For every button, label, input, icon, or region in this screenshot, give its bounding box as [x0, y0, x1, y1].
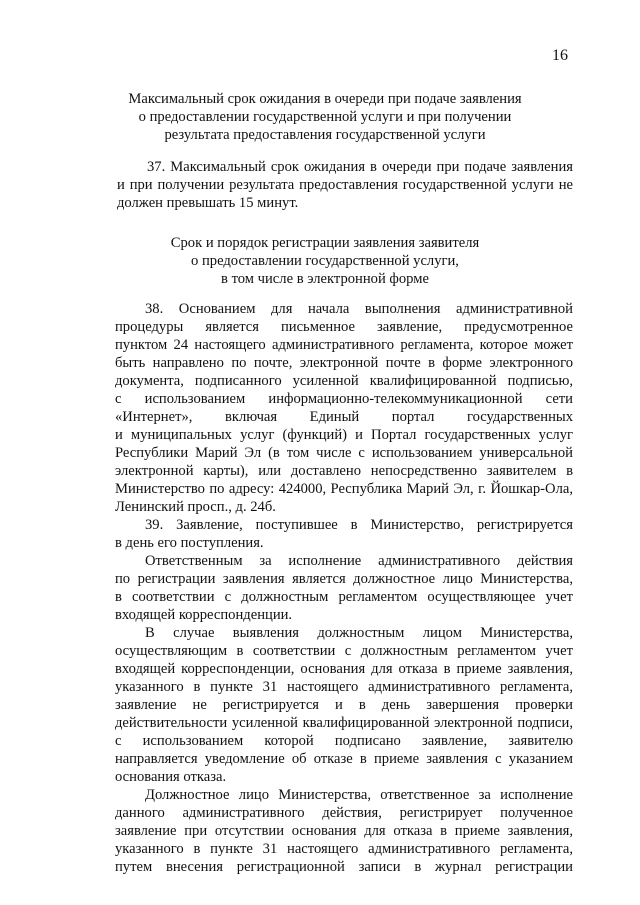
text-line: направляется уведомление об отказе в приеме заявления с указанием [115, 751, 573, 767]
text-line: электронной карты), или доставлено непосредственно заявителем в [115, 463, 573, 479]
text-line: быть направлено по почте, электронной почте в форме электронного [115, 355, 573, 371]
text-line: путем внесения регистрационной записи в журнал регистрации [115, 859, 573, 875]
paragraph-37 [117, 158, 573, 212]
paragraph-refusal-case [115, 624, 573, 786]
text-line: В случае выявления должностным лицом Министерства, [145, 625, 573, 641]
heading-line: результата предоставления государственной услуги [164, 127, 486, 143]
paragraph-responsible [115, 552, 573, 624]
page-number: 16 [552, 47, 568, 64]
text-line: с использованием информационно-телекоммуникационной сети [115, 391, 573, 407]
section-heading-waiting-time [110, 90, 540, 144]
text-line: в день его поступления. [115, 535, 264, 551]
text-line: «Интернет», включая Единый портал государственных [115, 409, 573, 425]
heading-line: Максимальный срок ожидания в очереди при подаче заявления [128, 91, 522, 107]
paragraph-38 [115, 300, 573, 516]
text-line: действительности усиленной квалифицированной электронной подписи, [115, 715, 573, 731]
text-line: Республики Марий Эл (в том числе с использованием универсальной [115, 445, 573, 461]
text-line: с использованием которой подписано заявление, заявителю [115, 733, 573, 749]
text-line: заявление не регистрируется и в день завершения проверки [115, 697, 573, 713]
text-line: 39. Заявление, поступившее в Министерство, регистрируется [145, 517, 573, 533]
text-line: Ответственным за исполнение административного действия [145, 553, 573, 569]
text-line: и муниципальных услуг (функций) и Портал государственных услуг [115, 427, 573, 443]
text-line: указанного в пункте 31 настоящего административного регламента, [115, 679, 573, 695]
text-line: указанного в пункте 31 настоящего административного регламента, [115, 841, 573, 857]
heading-line: Срок и порядок регистрации заявления заявителя [170, 235, 480, 251]
text-line: Ленинский просп., д. 24б. [115, 499, 276, 515]
text-line: 37. Максимальный срок ожидания в очереди при подаче заявления [147, 159, 573, 175]
text-line: пунктом 24 настоящего административного регламента, которое может [115, 337, 573, 353]
paragraph-official [115, 786, 573, 876]
text-line: Министерство по адресу: 424000, Республика Марий Эл, г. Йошкар-Ола, [115, 481, 573, 497]
heading-line: о предоставлении государственной услуги и при получении [138, 109, 512, 125]
text-line: документа, подписанного усиленной квалифицированной подписью, [115, 373, 573, 389]
text-line: процедуры является письменное заявление, предусмотренное [115, 319, 573, 335]
text-line: входящей корреспонденции. [115, 607, 293, 623]
section-heading-registration [110, 234, 540, 288]
text-line: заявление при отсутствии основания для отказа в приеме заявления, [115, 823, 573, 839]
paragraph-39 [115, 516, 573, 552]
text-line: Должностное лицо Министерства, ответственное за исполнение [145, 787, 573, 803]
text-line: основания отказа. [115, 769, 227, 785]
text-line: 38. Основанием для начала выполнения административной [145, 301, 573, 317]
text-line: входящей корреспонденции, основания для отказа в приеме заявления, [115, 661, 573, 677]
heading-line: в том числе в электронной форме [221, 271, 429, 287]
text-line: и при получении результата предоставления государственной услуги не [117, 177, 573, 193]
text-line: осуществляющим в соответствии с должностным регламентом учет [115, 643, 573, 659]
text-line: должен превышать 15 минут. [117, 195, 299, 211]
text-line: данного административного действия, регистрирует полученное [115, 805, 573, 821]
text-line: в соответствии с должностным регламентом осуществляющее учет [115, 589, 573, 605]
heading-line: о предоставлении государственной услуги, [191, 253, 459, 269]
text-line: по регистрации заявления является должностное лицо Министерства, [115, 571, 573, 587]
